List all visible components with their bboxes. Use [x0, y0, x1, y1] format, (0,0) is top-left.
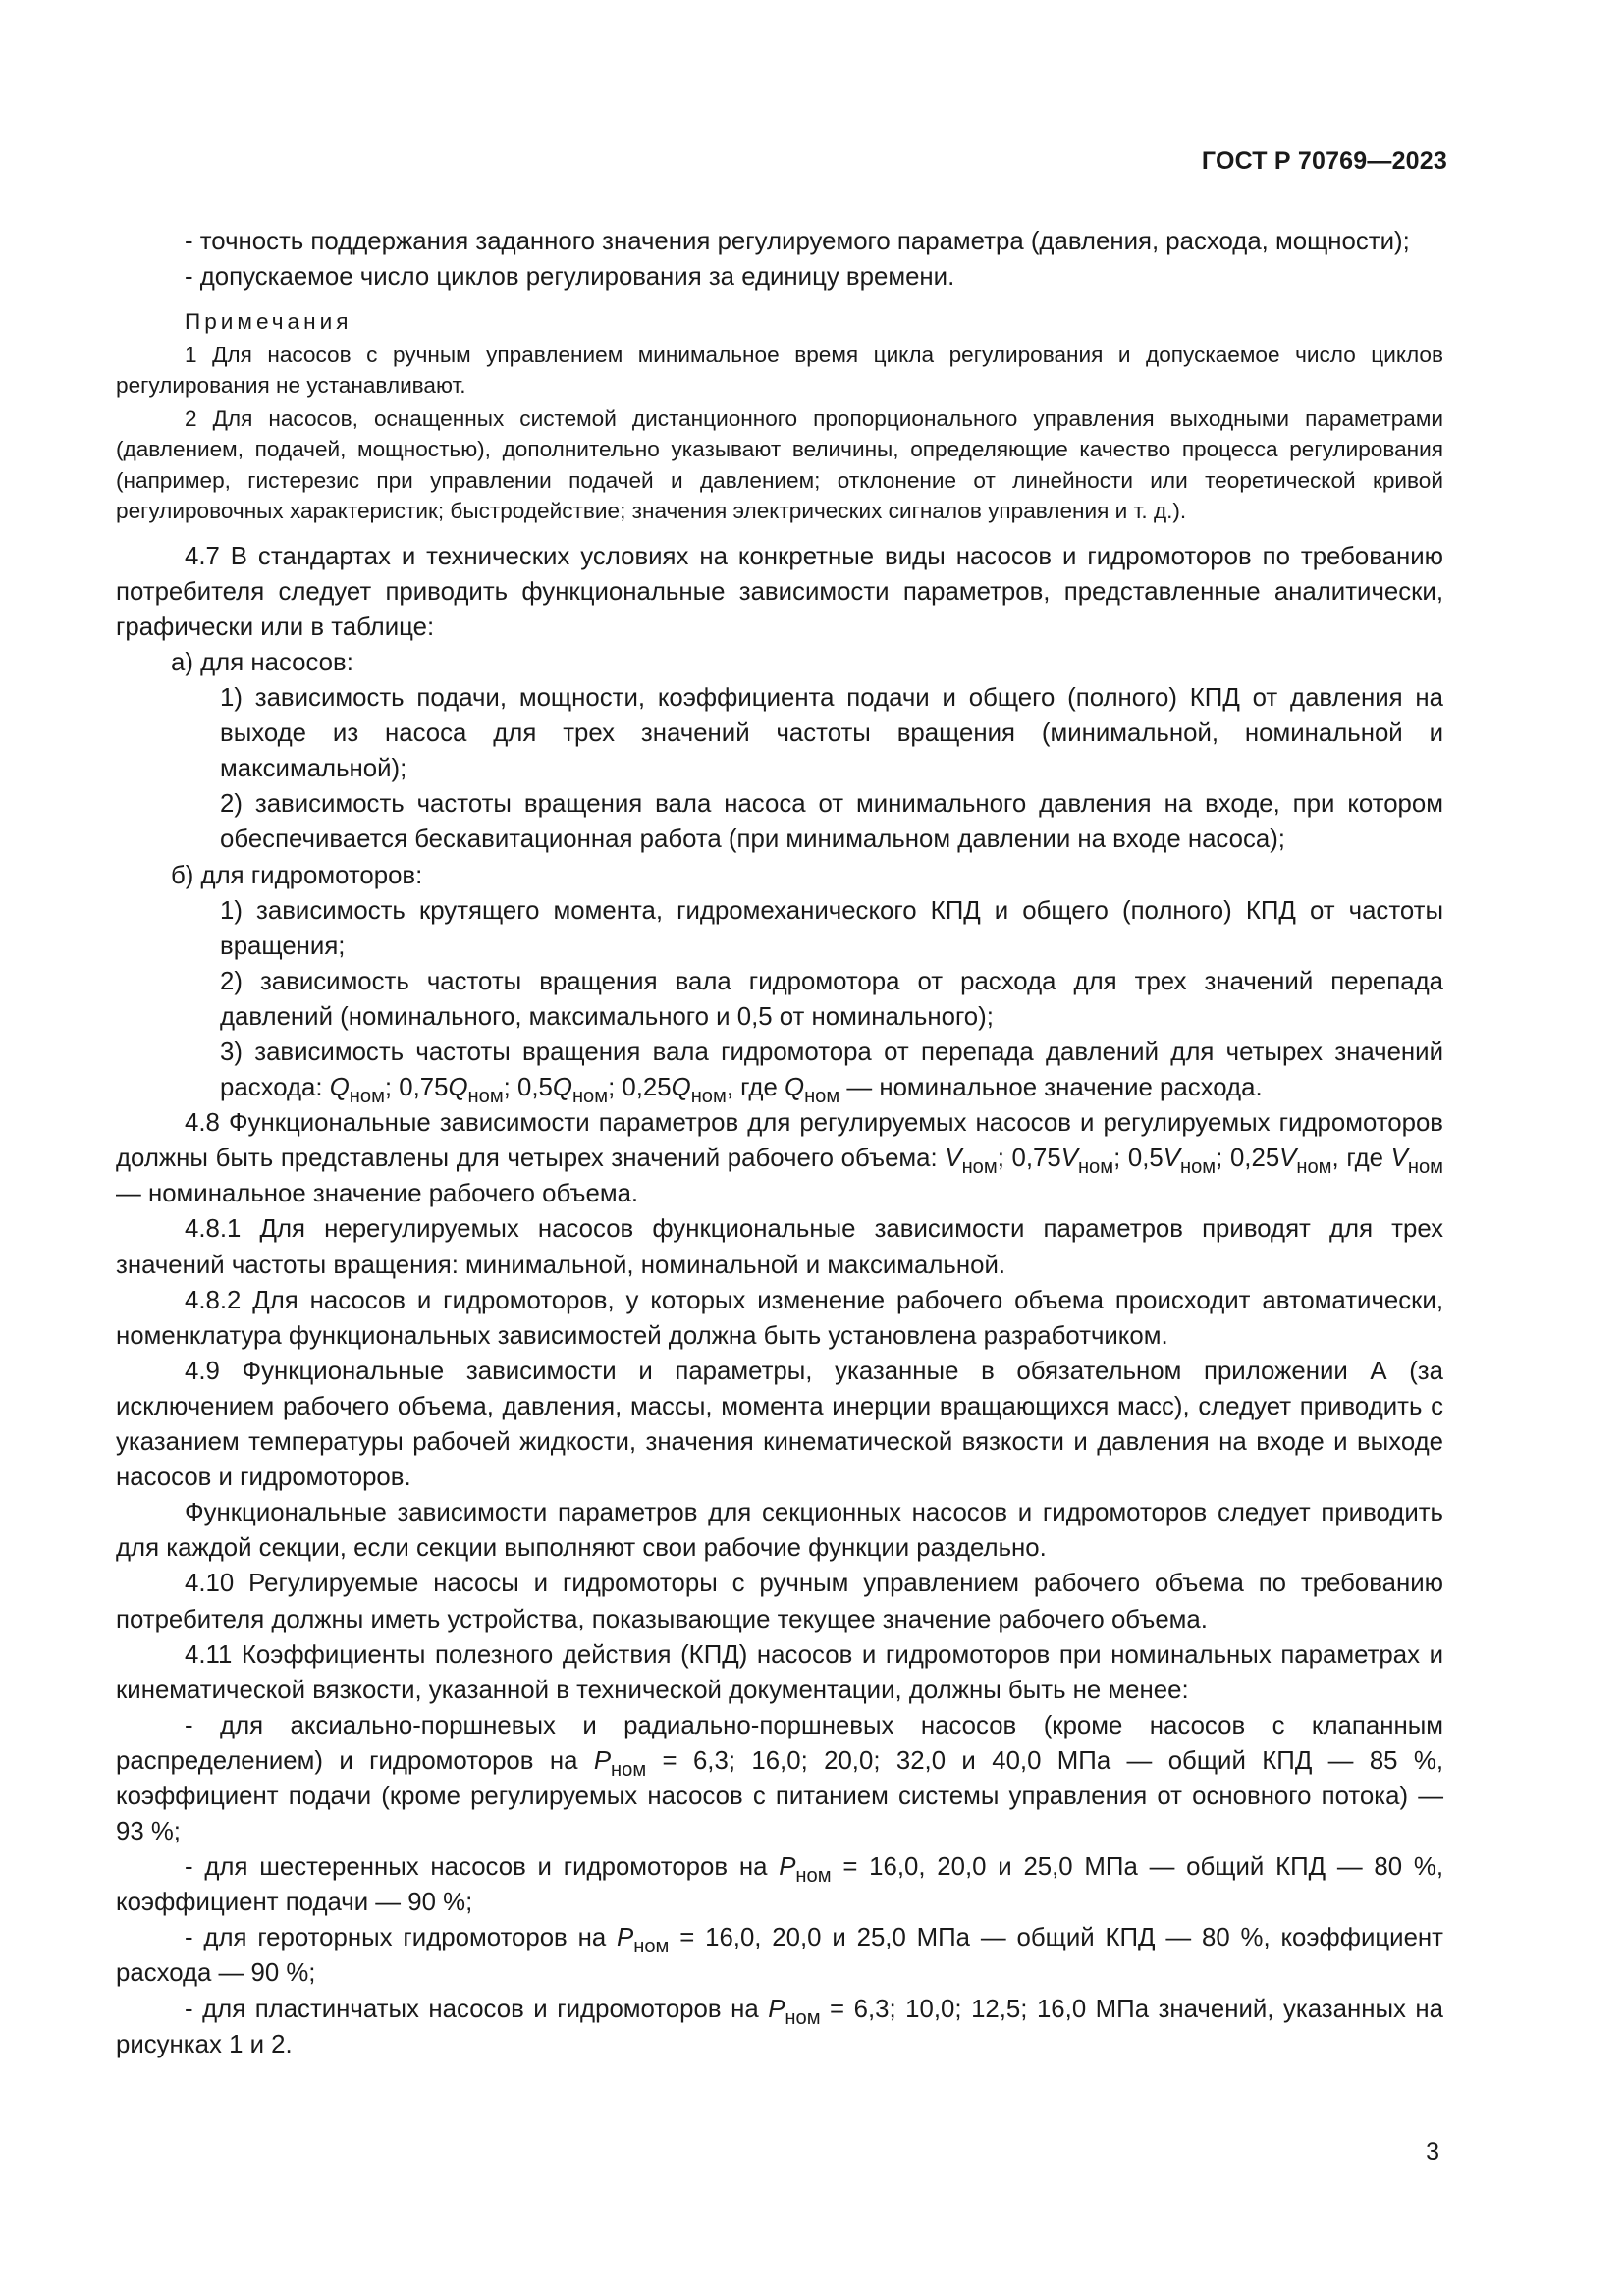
list-item: - для героторных гидромоторов на $P_{ном} = 16,0$, 20,0 и 25,0 МПа — общий КПД — 80 %, коэффициент расхода — 90 %; [116, 1924, 1443, 1988]
clause-4-8-2: 4.8.2 Для насосов и гидромоторов, у которых изменение рабочего объема происходит автоматически, номенклатура функциональных зависимостей должна быть установлена разработчиком. [116, 1286, 1443, 1350]
list-item: - допускаемое число циклов регулирования за единицу времени. [185, 263, 955, 292]
clause-4-9-paragraph: Функциональные зависимости параметров для секционных насосов и гидромоторов следует приводить для каждой секции, если секции выполняют свои рабочие функции раздельно. [116, 1499, 1443, 1563]
list-item: - для аксиально-поршневых и радиально-поршневых насосов (кроме насосов с клапанным распределением) и гидромоторов на $P_{ном} = 6,3$; 16,0; 20,0; 32,0 и 40,0 МПа — общий КПД — 85 %, коэффициент подачи (кроме регулируемых насосов с питанием системы управления от основного потока) — 93 %; [116, 1711, 1443, 1846]
list-item: - для шестеренных насосов и гидромоторов на $P_{ном} = 16,0$, 20,0 и 25,0 МПа — общий КПД — 80 %, коэффициент подачи — 90 %; [116, 1853, 1444, 1917]
page-number: 3 [1426, 2138, 1439, 2165]
clause-4-8-1: 4.8.1 Для нерегулируемых насосов функциональные зависимости параметров приводят для трех значений частоты вращения: минимальной, номинальной и максимальной. [116, 1215, 1443, 1279]
document-code: ГОСТ Р 70769—2023 [1201, 147, 1447, 175]
clause-4-11: 4.11 Коэффициенты полезного действия (КПД) насосов и гидромоторов при номинальных параметрах и кинематической вязкости, указанной в технической документации, должны быть не менее: [116, 1640, 1443, 1704]
list-item: 2) зависимость частоты вращения вала насоса от минимального давления на входе, при котором обеспечивается бескавитационная работа (при минимальном давлении на входе насоса); [220, 790, 1443, 854]
list-item: 3) зависимость частоты вращения вала гидромотора от перепада давлений для четырех значений расхода: $Q_{ном}$; $0,75Q_{ном}$; $0,5Q_{ном}$; $0,25Q_{ном}$, где $Q_{ном}$ — номинальное значение расхода. [220, 1039, 1443, 1108]
clause-4-9: 4.9 Функциональные зависимости и параметры, указанные в обязательном приложении А (за исключением рабочего объема, давления, массы, момента инерции вращающихся масс), следует приводить с указанием температуры рабочей жидкости, значения кинематической вязкости и давления на входе и выходе насосов и гидромоторов. [116, 1357, 1443, 1492]
list-label-a: а) для насосов: [171, 648, 353, 676]
list-item: - для пластинчатых насосов и гидромоторов на $P_{ном} = 6,3$; 10,0; 12,5; 16,0 МПа значений, указанных на рисунках 1 и 2. [116, 1995, 1443, 2058]
list-label-b: б) для гидромоторов: [171, 861, 423, 889]
notes-heading: Примечания [185, 309, 352, 335]
list-item: 1) зависимость крутящего момента, гидромеханического КПД и общего (полного) КПД от частоты вращения; [220, 896, 1443, 960]
notes-block [116, 306, 1443, 527]
note-item: 1 Для насосов с ручным управлением минимальное время цикла регулирования и допускаемое число циклов регулирования не устанавливают. [116, 342, 1443, 399]
list-item: 1) зависимость подачи, мощности, коэффициента подачи и общего (полного) КПД от давления на выходе из насоса для трех значений частоты вращения (минимальной, номинальной и максимальной); [220, 684, 1443, 783]
clause-4-8: 4.8 Функциональные зависимости параметров для регулируемых насосов и регулируемых гидромоторов должны быть представлены для четырех значений рабочего объема: $V_{ном}$; $0,75V_{ном}$; $0,5V_{ном}$; $0,25V_{ном}$, где $V_{ном}$ — номинальное значение рабочего объема. [116, 1109, 1444, 1208]
clause-4-10: 4.10 Регулируемые насосы и гидромоторы с ручным управлением рабочего объема по требованию потребителя должны иметь устройства, показывающие текущее значение рабочего объема. [116, 1570, 1443, 1633]
page-body [116, 224, 1443, 2062]
note-item: 2 Для насосов, оснащенных системой дистанционного пропорционального управления выходными параметрами (давлением, подачей, мощностью), дополнительно указывают величины, определяющие качество процесса регулирования (например, гистерезис при управлении подачей и давлением; отклонение от линейности или теоретической кривой регулировочных характеристик; быстродействие; значения электрических сигналов управления и т. д.). [116, 405, 1443, 524]
list-item: 2) зависимость частоты вращения вала гидромотора от расхода для трех значений перепада давлений (номинального, максимального и 0,5 от номинального); [220, 967, 1443, 1031]
list-item: - точность поддержания заданного значения регулируемого параметра (давления, расхода, мощности); [185, 228, 1410, 255]
clause-4-7: 4.7 В стандартах и технических условиях на конкретные виды насосов и гидромоторов по требованию потребителя следует приводить функциональные зависимости параметров, представленные аналитически, графически или в таблице: [116, 542, 1443, 641]
